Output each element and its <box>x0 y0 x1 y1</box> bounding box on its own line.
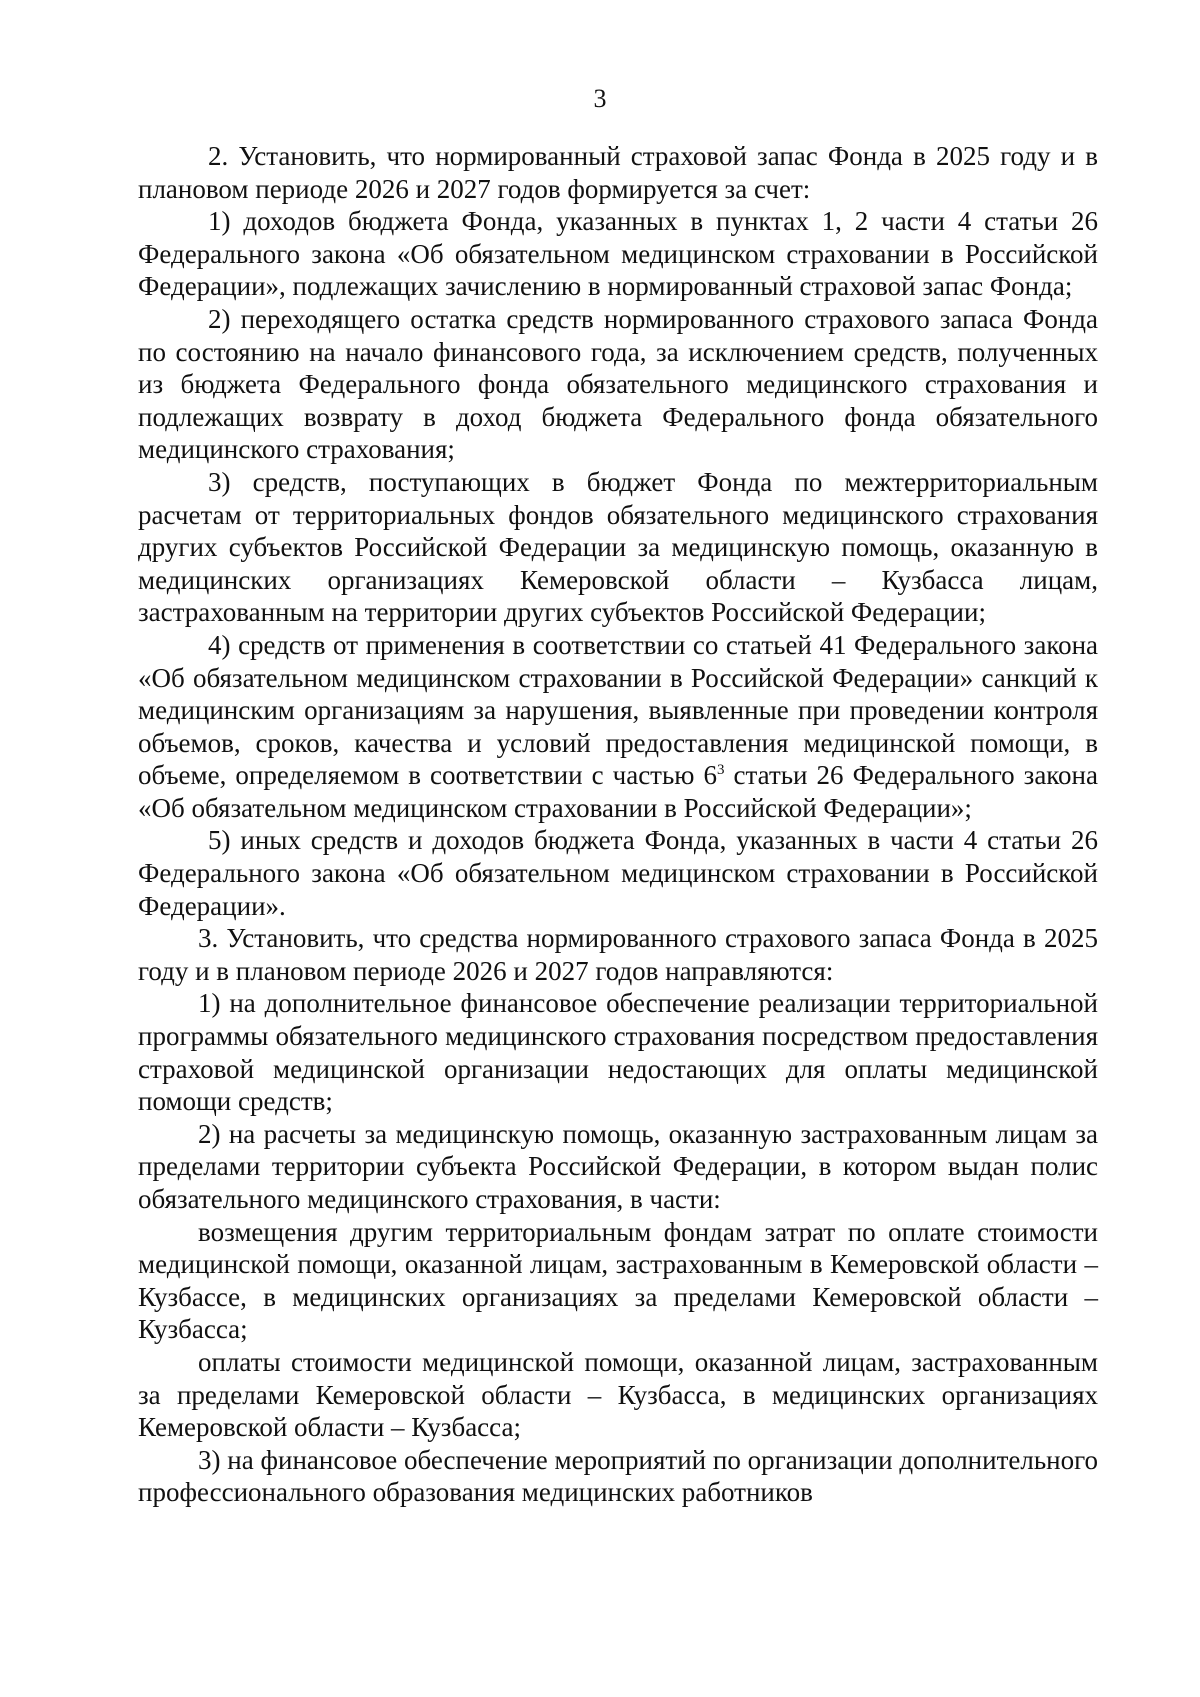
paragraph-clause-3: 3. Установить, что средства нормированного страхового запаса Фонда в 2025 году и в плановом периоде 2026 и 2027 годов направляются: <box>138 923 1098 986</box>
page-number: 3 <box>593 84 607 113</box>
paragraph-clause-2-item-5: 5) иных средств и доходов бюджета Фонда, указанных в части 4 статьи 26 Федерального закона «Об обязательном медицинском страховании в Российской Федерации». <box>138 825 1098 921</box>
paragraph-payment: оплаты стоимости медицинской помощи, оказанной лицам, застрахованным за пределами Кемеровской области – Кузбасса, в медицинских организациях Кемеровской области – Кузбасса; <box>138 1346 1098 1443</box>
paragraph-reimbursement: возмещения другим территориальным фондам затрат по оплате стоимости медицинской помощи, оказанной лицам, застрахованным в Кемеровской области – Кузбассе, в медицинских организациях за пределами Кемеровской области – Кузбасса; <box>138 1216 1098 1345</box>
paragraph-clause-2-item-1: 1) доходов бюджета Фонда, указанных в пунктах 1, 2 части 4 статьи 26 Федерального закона «Об обязательном медицинском страховании в Российской Федерации», подлежащих зачислению в нормированный страховой запас Фонда; <box>138 206 1098 302</box>
paragraph-clause-2: 2. Установить, что нормированный страховой запас Фонда в 2025 году и в плановом периоде 2026 и 2027 годов формируется за счет: <box>138 141 1098 204</box>
paragraph-clause-2-item-4 <box>138 629 1098 825</box>
document-body <box>138 140 1098 1509</box>
paragraph-clause-3-item-1: 1) на дополнительное финансовое обеспечение реализации территориальной программы обязательного медицинского страхования посредством предоставления страховой медицинской организации недостающих для оплаты медицинской помощи средств; <box>138 988 1098 1117</box>
paragraph-clause-3-item-2: 2) на расчеты за медицинскую помощь, оказанную застрахованным лицам за пределами территории субъекта Российской Федерации, в котором выдан полис обязательного медицинского страхования, в части: <box>138 1118 1098 1214</box>
item-4-superscript: 3 <box>717 762 725 779</box>
paragraph-clause-2-item-2: 2) переходящего остатка средств нормированного страхового запаса Фонда по состоянию на начало финансового года, за исключением средств, полученных из бюджета Федерального фонда обязательного медицинского страхования и подлежащих возврату в доход бюджета Федерального фонда обязательного медицинского страхования; <box>138 303 1098 465</box>
item-4-text-end: статьи 26 Федерального закона «Об обязательном медицинском страховании в Российской Федерации»; <box>138 760 1098 823</box>
paragraph-clause-2-item-3: 3) средств, поступающих в бюджет Фонда по межтерриториальным расчетам от территориальных фондов обязательного медицинского страхования других субъектов Российской Федерации за медицинскую помощь, оказанную в медицинских организациях Кемеровской области – Кузбасса лицам, застрахованным на территории других субъектов Российской Федерации; <box>138 466 1098 628</box>
paragraph-clause-3-item-3: 3) на финансовое обеспечение мероприятий по организации дополнительного профессионального образования медицинских работников <box>138 1444 1098 1508</box>
item-4-text-start: 4) средств от применения в соответствии со статьей 41 Федерального закона «Об обязательном медицинском страховании в Российской Федерации» санкций к медицинским организациям за нарушения, выявленные при проведении контроля объемов, сроков, качества и условий предоставления медицинской помощи, в объеме, определяемом в соответствии с частью 6 <box>138 629 1098 791</box>
